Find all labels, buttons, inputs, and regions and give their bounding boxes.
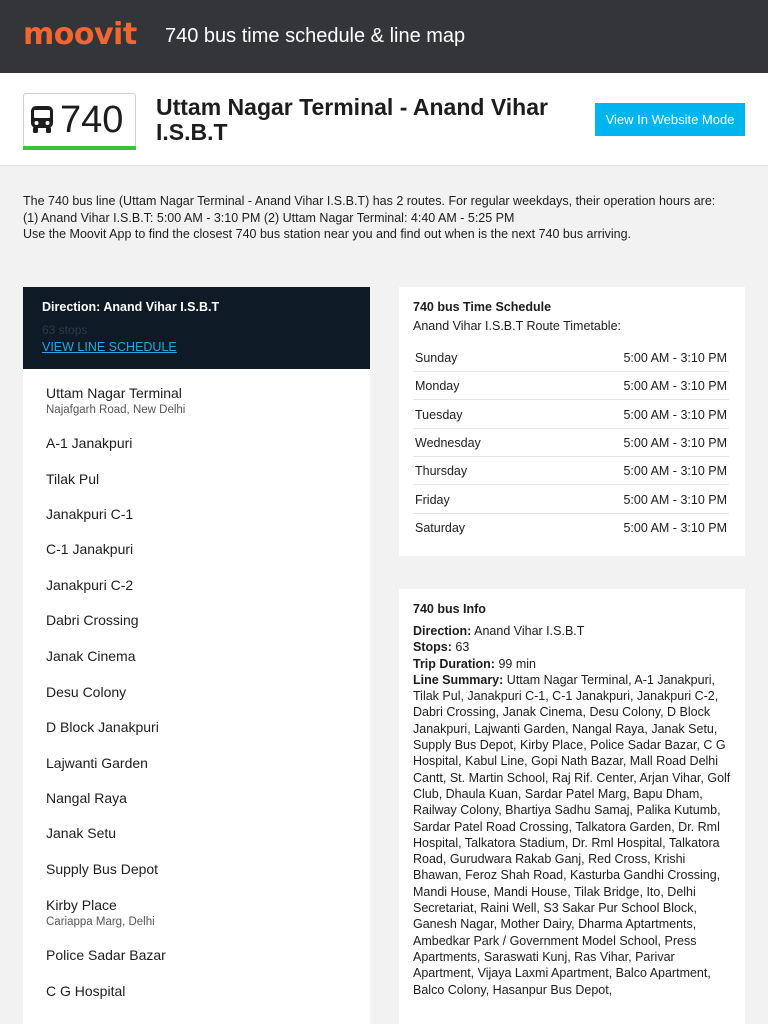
line-header	[0, 73, 768, 166]
description-line: The 740 bus line (Uttam Nagar Terminal - Anand Vihar I.S.B.T) has 2 routes. For regular weekdays, their operation hours are:	[23, 194, 716, 208]
route-title: Uttam Nagar Terminal - Anand Vihar I.S.B.T	[156, 94, 548, 145]
view-website-mode-button[interactable]: View In Website Mode	[595, 103, 745, 136]
schedule-day: Wednesday	[415, 436, 481, 450]
line-color-bar	[23, 146, 136, 150]
table-row	[413, 457, 729, 485]
stops-list	[23, 369, 370, 1024]
list-item[interactable]	[46, 684, 126, 700]
table-row	[413, 514, 729, 542]
line-description	[23, 193, 745, 243]
list-item[interactable]	[46, 825, 116, 841]
table-row	[413, 372, 729, 400]
list-item[interactable]	[46, 471, 99, 487]
schedule-day: Sunday	[415, 351, 458, 365]
time-schedule-card	[399, 287, 745, 556]
schedule-day: Monday	[415, 379, 460, 393]
list-item[interactable]	[46, 719, 159, 735]
table-row	[413, 429, 729, 457]
schedule-day: Saturday	[415, 521, 466, 535]
table-row	[413, 401, 729, 429]
list-item[interactable]	[46, 506, 133, 522]
description-line: (1) Anand Vihar I.S.B.T: 5:00 AM - 3:10 PM (2) Uttam Nagar Terminal: 4:40 AM - 5:25 PM	[23, 210, 515, 225]
info-stops-label: Stops:	[413, 640, 452, 655]
list-item[interactable]	[46, 648, 136, 664]
moovit-logo[interactable]: moovit	[23, 17, 137, 52]
schedule-title: 740 bus Time Schedule	[413, 300, 552, 314]
schedule-hours: 5:00 AM - 3:10 PM	[623, 521, 727, 535]
description-line: Use the Moovit App to find the closest 740 bus station near you and find out when is the next 740 bus arriving.	[23, 227, 632, 241]
stop-name: D Block Janakpuri	[46, 719, 159, 735]
list-item[interactable]	[46, 897, 155, 928]
info-duration-value: 99 min	[498, 656, 536, 671]
stop-address: Najafgarh Road, New Delhi	[46, 404, 186, 416]
stop-name: Tilak Pul	[46, 471, 100, 487]
stop-name: Kirby Place	[46, 897, 117, 913]
top-bar	[0, 0, 768, 73]
line-badge	[23, 93, 136, 147]
schedule-hours: 5:00 AM - 3:10 PM	[623, 436, 727, 450]
info-body	[413, 623, 735, 998]
direction-stops-count: 63 stops	[42, 323, 88, 337]
stop-name: Police Sadar Bazar	[46, 947, 166, 963]
stop-name: Supply Bus Depot	[46, 861, 159, 877]
info-direction-label: Direction:	[413, 624, 472, 638]
schedule-hours: 5:00 AM - 3:10 PM	[623, 379, 727, 393]
stop-name: A-1 Janakpuri	[46, 435, 133, 451]
direction-title: Direction: Anand Vihar I.S.B.T	[42, 300, 220, 314]
list-item[interactable]	[46, 790, 127, 806]
stop-name: Janakpuri C-2	[46, 577, 134, 593]
table-row	[413, 344, 729, 372]
schedule-hours: 5:00 AM - 3:10 PM	[623, 351, 727, 365]
list-item[interactable]	[46, 577, 133, 593]
bus-info-card	[399, 589, 745, 1024]
stop-name: Nangal Raya	[46, 790, 127, 806]
view-line-schedule-link[interactable]: VIEW LINE SCHEDULE	[42, 340, 177, 354]
info-duration-label: Trip Duration:	[413, 656, 495, 671]
schedule-subtitle: Anand Vihar I.S.B.T Route Timetable:	[413, 319, 621, 333]
schedule-day: Thursday	[415, 464, 468, 478]
info-title: 740 bus Info	[413, 602, 486, 616]
list-item[interactable]	[46, 755, 148, 771]
direction-box	[23, 287, 370, 369]
list-item[interactable]	[46, 385, 185, 416]
schedule-day: Tuesday	[415, 408, 463, 422]
list-item[interactable]	[46, 541, 133, 557]
list-item[interactable]	[46, 983, 125, 999]
bus-icon	[29, 105, 55, 135]
list-item[interactable]	[46, 861, 158, 877]
stop-name: C G Hospital	[46, 983, 126, 999]
stop-name: Janakpuri C-1	[46, 506, 134, 522]
list-item[interactable]	[46, 612, 139, 628]
info-direction-value: Anand Vihar I.S.B.T	[474, 624, 585, 638]
list-item[interactable]	[46, 435, 132, 451]
schedule-hours: 5:00 AM - 3:10 PM	[623, 493, 727, 507]
page-title: 740 bus time schedule & line map	[165, 25, 466, 47]
schedule-hours: 5:00 AM - 3:10 PM	[623, 408, 727, 422]
schedule-day: Friday	[415, 493, 450, 507]
stop-name: Lajwanti Garden	[46, 755, 148, 771]
stop-name: Desu Colony	[46, 684, 127, 700]
table-row	[413, 486, 729, 514]
stop-name: Dabri Crossing	[46, 612, 139, 628]
list-item[interactable]	[46, 947, 166, 963]
info-summary-label: Line Summary:	[413, 672, 504, 687]
stop-name: Janak Setu	[46, 825, 117, 841]
stop-address: Cariappa Marg, Delhi	[46, 916, 155, 928]
info-stops-value: 63	[455, 640, 470, 655]
stop-name: Janak Cinema	[46, 648, 136, 664]
stop-name: C-1 Janakpuri	[46, 541, 134, 557]
stop-name: Uttam Nagar Terminal	[46, 385, 182, 401]
info-summary-value: Uttam Nagar Terminal, A-1 Janakpuri, Tilak Pul, Janakpuri C-1, C-1 Janakpuri, Janakpuri C-2, Dabri Crossing, Janak Cinema, Desu Colony, D Block Janakpuri, Lajwanti Garden, Nangal Raya, Janak Setu, Supply Bus Depot, Kirby Place, Police Sadar Bazar, C G Hospital, Kabul Line, Gopi Nath Bazar, Mall Road Delhi Cantt, St. Martin School, Raj Rif. Center, Arjan Vihar, Golf Club, Dhaula Kuan, Sardar Patel Marg, Bapu Dham, Railway Colony, Bhartiya Sadhu Samaj, Palika Kutumb, Sardar Patel Road Crossing, Talkatora Garden, Dr. Rml Hospital, Talkatora Stadium, Dr. Rml Hospital, Talkatora Road, Gurudwara Rakab Ganj, Red Cross, Krishi Bhawan, Feroz Shah Road, Kasturba Gandhi Crossing, Mandi House, Mandi House, Tilak Bridge, Ito, Delhi Secretariat, Raini Well, S3 Sakar Pur School Block, Ganesh Nagar, Mother Dairy, Dharma Aptartments, Ambedkar Park / Government Model School, Press Apartments, Saraswati Kunj, Ras Vihar, Parivar Apartment, Vijaya Laxmi Apartment, Balco Apartment, Balco Colony, Hasanpur Bus Depot,	[413, 672, 731, 997]
schedule-hours: 5:00 AM - 3:10 PM	[623, 464, 727, 478]
line-number: 740	[60, 99, 124, 141]
